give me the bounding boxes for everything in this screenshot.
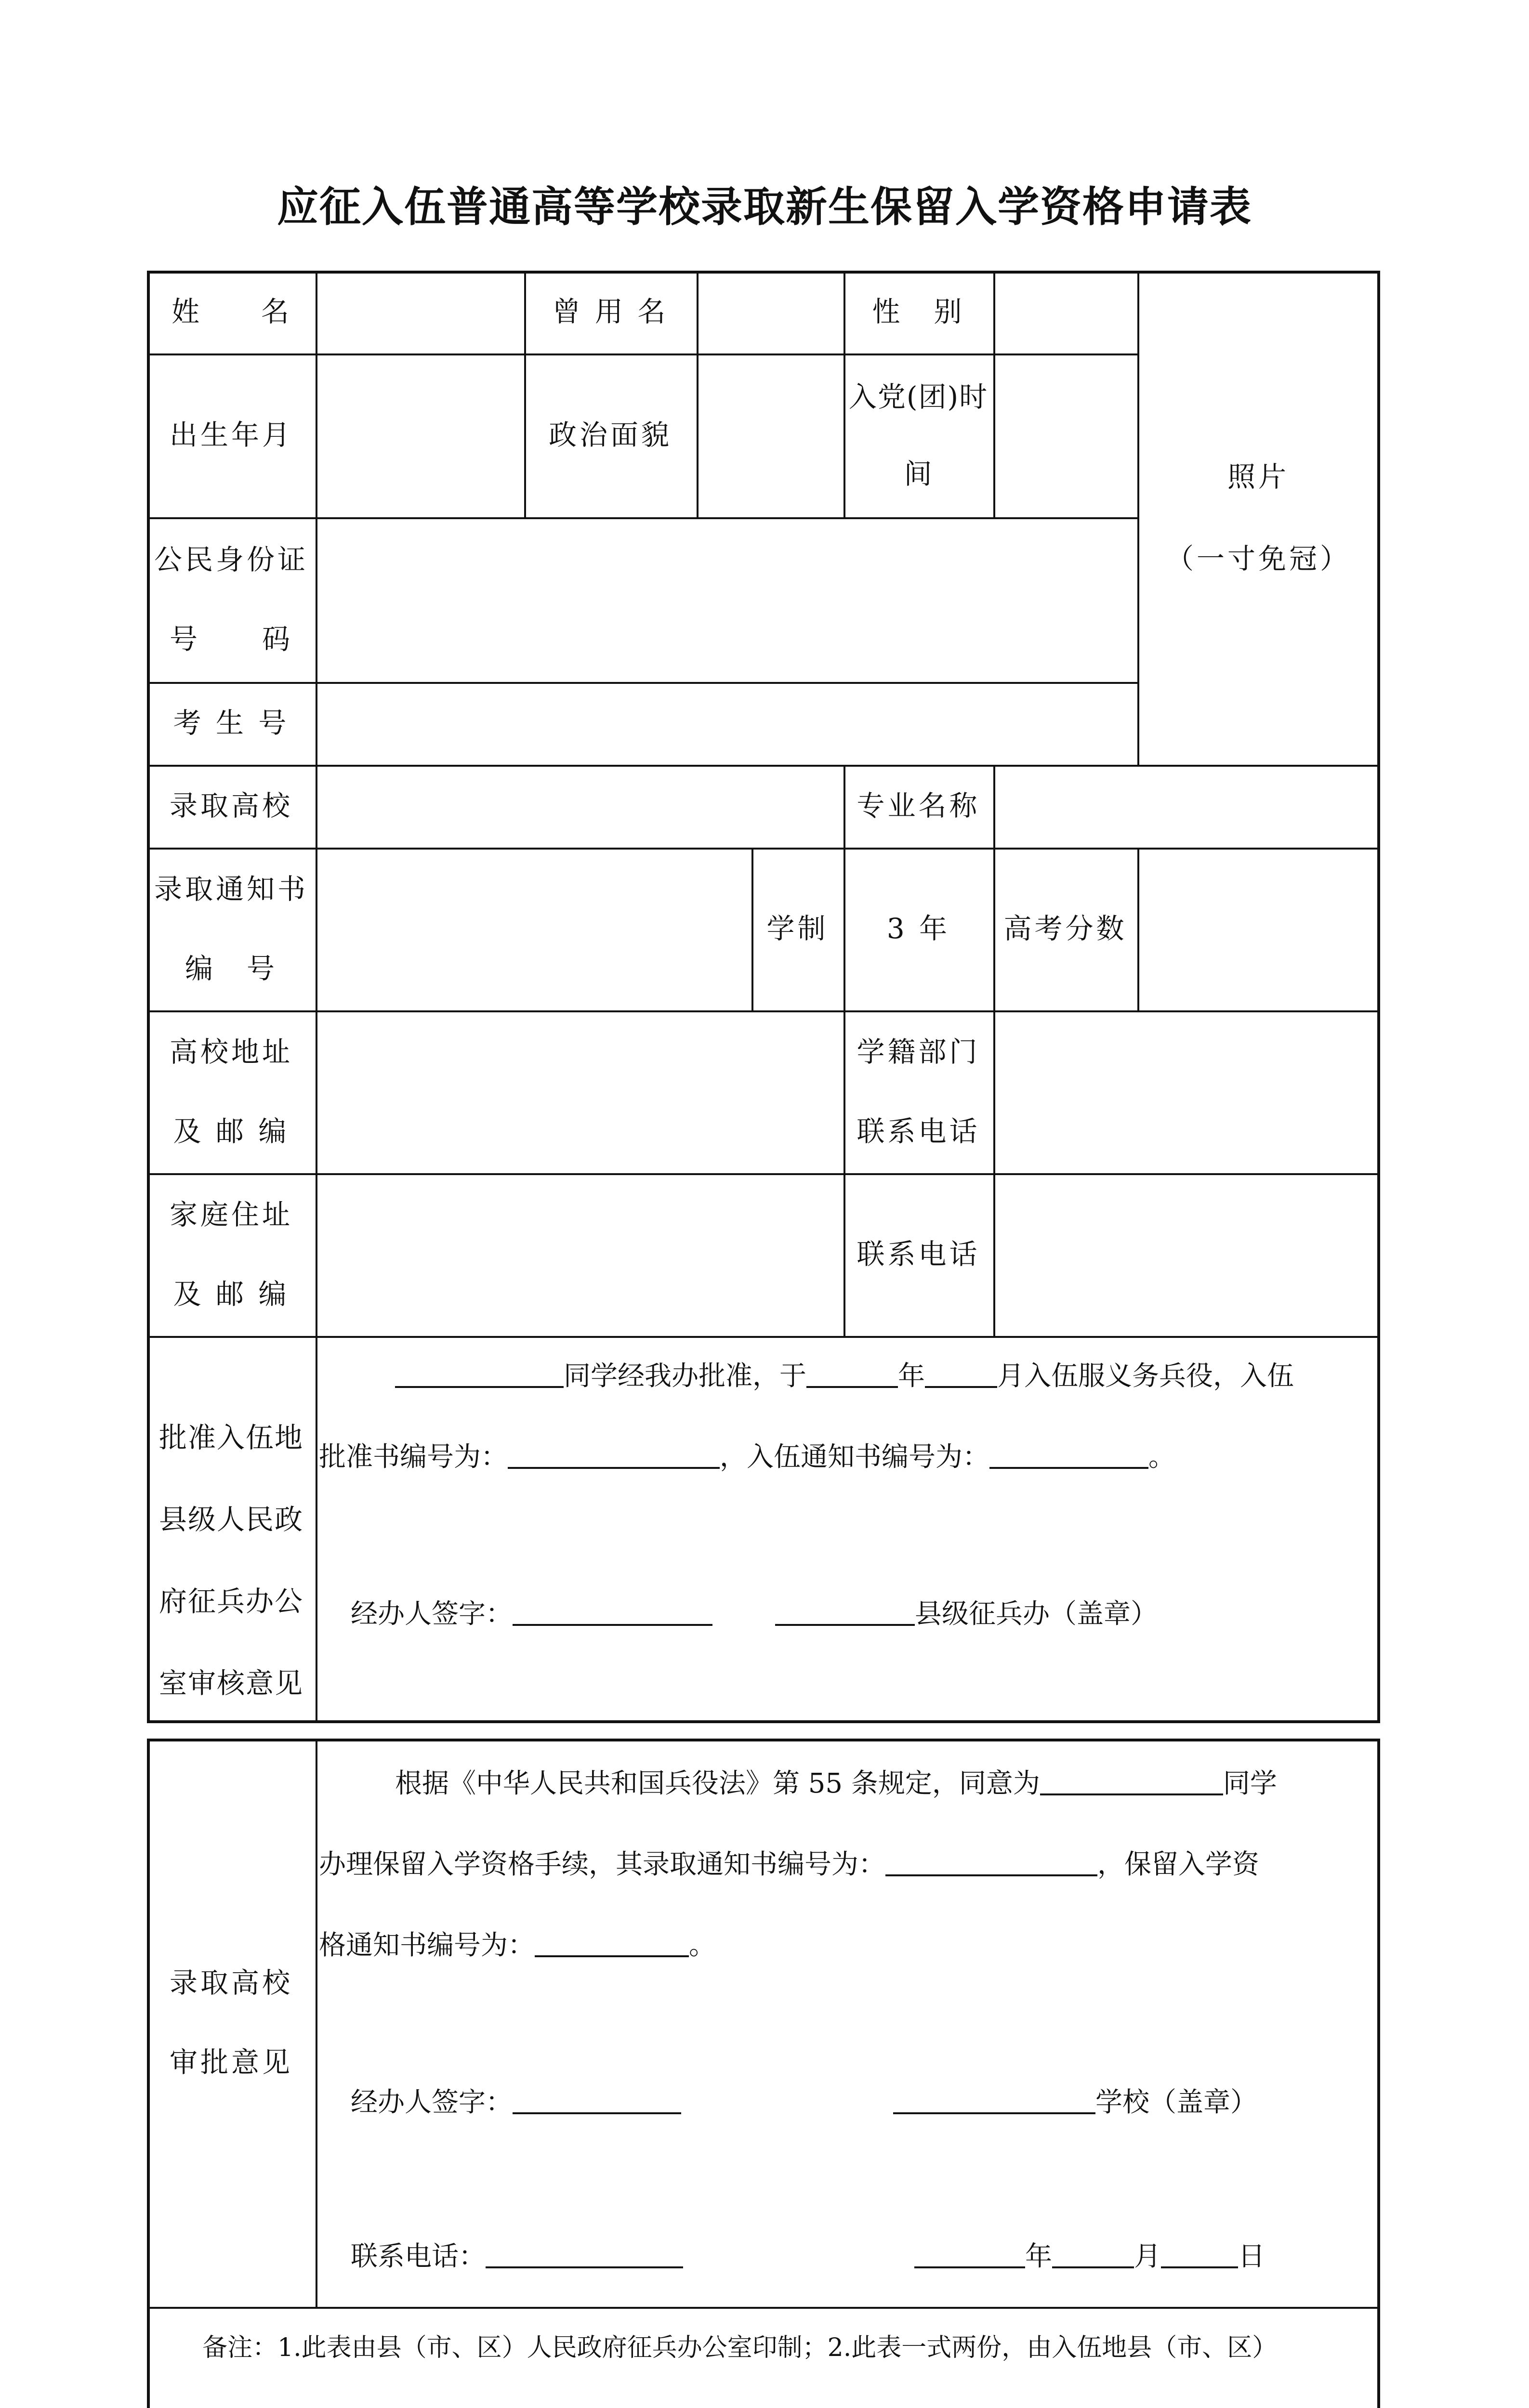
label-registry-line2: 联系电话 bbox=[857, 1115, 980, 1148]
col-line bbox=[316, 1739, 317, 2307]
label-party-join-date bbox=[844, 353, 993, 517]
label-party-join-line2: 间 bbox=[904, 458, 933, 490]
blank-college-student[interactable] bbox=[1040, 1765, 1223, 1795]
photo-label: 照片 bbox=[1227, 460, 1289, 493]
college-phone-date-line: 联系电话： 年 月 日 bbox=[351, 2216, 1265, 2297]
label-notice-line2: 编 号 bbox=[185, 952, 277, 985]
label-contact-phone: 联系电话 bbox=[857, 1238, 980, 1271]
blank-enlist-month[interactable] bbox=[925, 1357, 997, 1388]
input-score[interactable] bbox=[1139, 850, 1377, 1008]
label-birth: 出生年月 bbox=[169, 419, 293, 452]
remarks-line1: 备注：1.此表由县（市、区）人民政府征兵办公室印制；2.此表一式两份，由入伍地县（市、区） bbox=[202, 2333, 1278, 2362]
label-army-approval bbox=[147, 1397, 316, 1714]
input-political-status[interactable] bbox=[699, 355, 842, 515]
label-college-address bbox=[147, 1010, 316, 1173]
blank-approval-no[interactable] bbox=[508, 1438, 720, 1469]
input-birth[interactable] bbox=[317, 355, 522, 515]
label-college-addr-line2: 及 邮 编 bbox=[173, 1115, 290, 1148]
label-notice-line1: 录取通知书 bbox=[154, 873, 308, 905]
blank-date-year[interactable] bbox=[914, 2238, 1025, 2268]
photo-note: （一寸免冠） bbox=[1165, 542, 1351, 575]
blank-student-name[interactable] bbox=[395, 1357, 564, 1388]
college-signature-line: 经办人签字： 学校（盖章） bbox=[351, 2062, 1257, 2143]
form-title: 应征入伍普通高等学校录取新生保留入学资格申请表 bbox=[277, 183, 1252, 231]
remarks-line2 bbox=[150, 2389, 1227, 2408]
value-duration: 3 年 bbox=[886, 912, 950, 945]
label-name: 姓 名 bbox=[171, 295, 291, 328]
label-political-status: 政治面貌 bbox=[548, 419, 672, 452]
blank-college-phone[interactable] bbox=[486, 2238, 683, 2268]
army-label-line: 县级人民政 bbox=[158, 1503, 303, 1536]
army-signature-line: 经办人签字： 县级征兵办（盖章） bbox=[351, 1574, 1158, 1655]
input-home-address[interactable] bbox=[317, 1175, 842, 1334]
label-home-addr-line1: 家庭住址 bbox=[169, 1198, 293, 1231]
army-text-line1: 同学经我办批准，于 年 月入伍服义务兵役，入伍 bbox=[395, 1336, 1294, 1417]
label-former-name: 曾 用 名 bbox=[552, 295, 669, 328]
input-major[interactable] bbox=[995, 767, 1377, 846]
label-college-approval bbox=[147, 1739, 316, 2307]
input-contact-phone[interactable] bbox=[995, 1175, 1377, 1334]
label-notice-no bbox=[147, 848, 316, 1010]
blank-date-day[interactable] bbox=[1161, 2238, 1238, 2268]
blank-enlist-year[interactable] bbox=[806, 1357, 898, 1388]
blank-date-month[interactable] bbox=[1052, 2238, 1134, 2268]
blank-enlist-notice-no[interactable] bbox=[989, 1438, 1148, 1469]
label-major: 专业名称 bbox=[857, 789, 980, 823]
input-name[interactable] bbox=[317, 273, 522, 352]
college-text-line3: 格通知书编号为： 。 bbox=[319, 1905, 716, 1986]
input-party-join-date[interactable] bbox=[995, 355, 1135, 515]
photo-box[interactable] bbox=[1139, 273, 1377, 763]
blank-reserve-notice-no[interactable] bbox=[535, 1926, 689, 1957]
label-id-line1: 公民身份证 bbox=[154, 543, 308, 576]
army-text-line2: 批准书编号为： ，入伍通知书编号为： 。 bbox=[319, 1417, 1175, 1498]
label-id-line2: 号 码 bbox=[169, 623, 293, 655]
input-college-address[interactable] bbox=[317, 1012, 842, 1171]
label-duration: 学制 bbox=[766, 912, 829, 945]
army-label-line: 府征兵办公 bbox=[158, 1585, 303, 1618]
college-label-line: 录取高校 bbox=[169, 1966, 293, 1999]
label-college: 录取高校 bbox=[169, 789, 293, 823]
input-notice-no[interactable] bbox=[317, 850, 750, 1008]
blank-college-signer[interactable] bbox=[513, 2083, 681, 2114]
input-college[interactable] bbox=[317, 767, 842, 846]
label-exam-no: 考 生 号 bbox=[173, 707, 290, 740]
input-exam-no[interactable] bbox=[317, 684, 1135, 763]
blank-army-signer[interactable] bbox=[513, 1595, 712, 1626]
label-home-addr-line2: 及 邮 编 bbox=[173, 1278, 290, 1310]
blank-college-notice-no[interactable] bbox=[885, 1845, 1097, 1876]
label-college-addr-line1: 高校地址 bbox=[169, 1035, 293, 1068]
college-text-line1: 根据《中华人民共和国兵役法》第 55 条规定，同意为 同学 bbox=[395, 1743, 1277, 1824]
label-gender: 性 别 bbox=[872, 295, 965, 328]
label-party-join-line1: 入党(团)时 bbox=[848, 380, 989, 413]
college-label-line: 审批意见 bbox=[169, 2046, 293, 2079]
label-home-address bbox=[147, 1173, 316, 1336]
label-registry-line1: 学籍部门 bbox=[857, 1035, 980, 1068]
label-registry-phone bbox=[844, 1010, 993, 1173]
label-score: 高考分数 bbox=[1003, 912, 1127, 945]
input-gender[interactable] bbox=[995, 273, 1135, 352]
blank-college-seal[interactable] bbox=[893, 2083, 1095, 2114]
input-registry-phone[interactable] bbox=[995, 1012, 1377, 1171]
input-former-name[interactable] bbox=[699, 273, 842, 352]
input-id-number[interactable] bbox=[317, 519, 1135, 680]
college-text-line2: 办理保留入学资格手续，其录取通知书编号为： ，保留入学资 bbox=[319, 1824, 1259, 1905]
blank-army-seal[interactable] bbox=[775, 1595, 915, 1626]
label-id-number bbox=[147, 517, 316, 682]
army-label-line: 批准入伍地 bbox=[158, 1421, 303, 1454]
army-label-line: 室审核意见 bbox=[158, 1667, 303, 1700]
